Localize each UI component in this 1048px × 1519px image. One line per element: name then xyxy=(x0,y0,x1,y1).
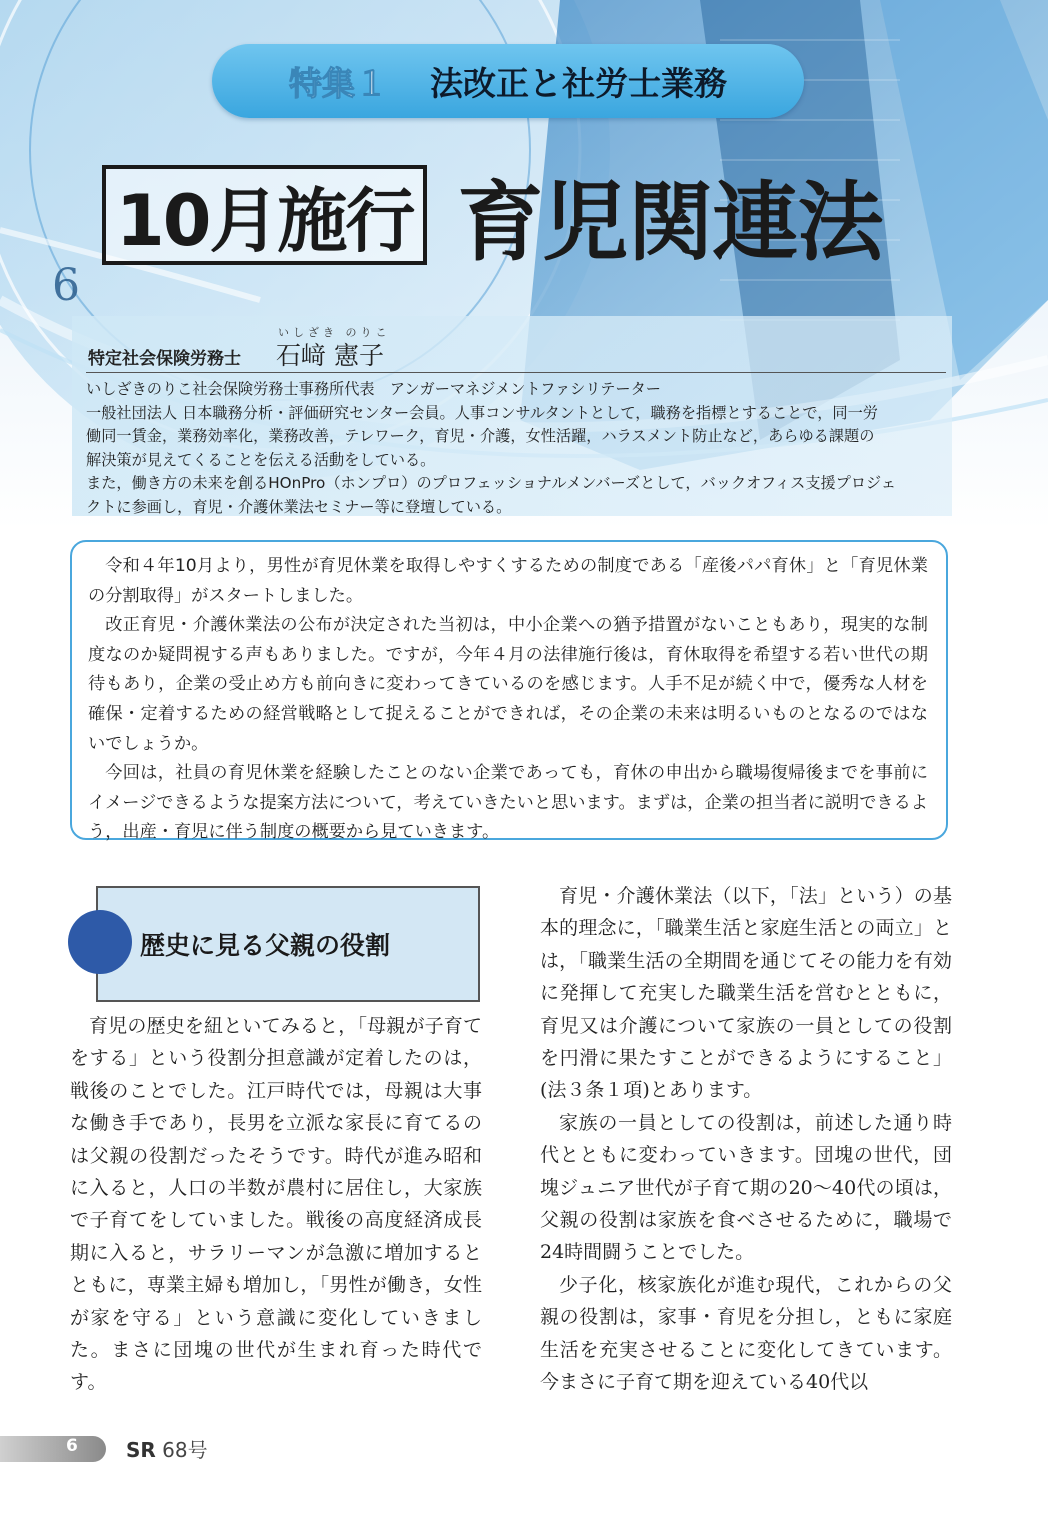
magazine-issue xyxy=(126,1434,208,1463)
page-footer xyxy=(0,1432,300,1468)
bio-line: 解決策が見えてくることを伝える活動をしている。 xyxy=(86,450,436,469)
body-column-right xyxy=(540,880,952,1399)
feature-label: 特集１ xyxy=(289,63,388,103)
author-name: 石﨑 憲子 xyxy=(276,341,384,370)
bio-line: 一般社団法人 日本職務分析・評価研究センター会員。人事コンサルタントとして，職務を指標とすることで，同一労 xyxy=(86,403,878,422)
body-paragraph: 育児の歴史を紐といてみると，「母親が子育てをする」という役割分担意識が定着したのは，戦後のことでした。江戸時代では，母親は大事な働き手であり，長男を立派な家長に育てるのは父親の役割だったそうです。時代が進み昭和に入ると，人口の半数が農村に居住し，大家族で子育てをしていました。戦後の高度経済成長期に入ると，サラリーマンが急激に増加するとともに，専業主婦も増加し，「男性が働き，女性が家を守る」という意識に変化していきました。まさに団塊の世代が生まれ育った時代です。 xyxy=(70,1015,482,1394)
author-name-ruby: いしざき のりこ xyxy=(278,326,391,339)
body-column-left xyxy=(70,1010,482,1399)
page-title xyxy=(102,160,883,273)
bio-line: いしざきのりこ社会保険労務士事務所代表 アンガーマネジメントファシリテーター xyxy=(86,380,661,398)
title-boxed-label: 10月施行 xyxy=(102,165,427,265)
author-credential: 特定社会保険労務士 xyxy=(88,349,241,369)
section-heading: 歴史に見る父親の役割 xyxy=(140,931,391,960)
issue-number: 68号 xyxy=(162,1438,208,1462)
author-bio xyxy=(86,378,946,519)
author-profile xyxy=(72,316,952,516)
author-header xyxy=(86,324,946,373)
bullet-circle-icon xyxy=(68,910,132,974)
feature-banner xyxy=(212,44,804,118)
bio-line: クトに参画し，育児・介護休業法セミナー等に登壇している。 xyxy=(86,497,512,516)
intro-box xyxy=(70,540,948,843)
feature-topic: 法改正と社労士業務 xyxy=(430,63,727,103)
body-paragraph: 少子化，核家族化が進む現代，これからの父親の役割は，家事・育児を分担し，ともに家庭生活を充実させることに変化してきています。今まさに子育て期を迎えている40代以 xyxy=(540,1273,952,1394)
bio-line: 働同一賃金，業務効率化，業務改善，テレワーク，育児・介護，女性活躍，ハラスメント防止など，あらゆる課題の xyxy=(86,427,875,445)
section-heading-box xyxy=(96,886,480,1002)
title-main-text: 育児関連法 xyxy=(457,173,883,273)
clock-numeral-text: 6 xyxy=(52,260,80,311)
page-number-tab xyxy=(0,1436,106,1462)
body-paragraph: 家族の一員としての役割は，前述した通り時代とともに変わっていきます。団塊の世代，団塊ジュニア世代が子育て期の20〜40代の頃は，父親の役割は家族を食べさせるために，職場で24時間闘うことでした。 xyxy=(540,1111,952,1264)
intro-paragraph: 改正育児・介護休業法の公布が決定された当初は，中小企業への猶予措置がないこともあり，現実的な制度なのか疑問視する声もありました。ですが，今年４月の法律施行後は，育休取得を希望する若い世代の期待もあり，企業の受止め方も前向きに変わってきているのを感じます。人手不足が続く中で，優秀な人材を確保・定着するための経営戦略として捉えることができれば，その企業の未来は明るいものとなるのではないでしょうか。 xyxy=(88,615,928,754)
intro-paragraph: 今回は，社員の育児休業を経験したことのない企業であっても，育休の申出から職場復帰後までを事前にイメージできるような提案方法について，考えていきたいと思います。まずは，企業の担当者に説明できるよう，出産・育児に伴う制度の概要から見ていきます。 xyxy=(88,763,928,843)
magazine-name: SR xyxy=(126,1438,156,1462)
intro-paragraph: 令和４年10月より，男性が育児休業を取得しやすくするための制度である「産後パパ育休」と「育児休業の分割取得」がスタートしました。 xyxy=(88,556,928,606)
page-number: 6 xyxy=(66,1436,78,1456)
body-paragraph: 育児・介護休業法（以下，「法」という）の基本的理念に，「職業生活と家庭生活との両立」とは，「職業生活の全期間を通じてその能力を有効に発揮して充実した職業生活を営むとともに，育児又は介護について家族の一員としての役割を円滑に果たすことができるようにすること」(法３条１項)とあります。 xyxy=(540,885,952,1102)
bio-line: また，働き方の未来を創るHOnPro（ホンプロ）のプロフェッショナルメンバーズとして，バックオフィス支援プロジェ xyxy=(86,474,897,492)
